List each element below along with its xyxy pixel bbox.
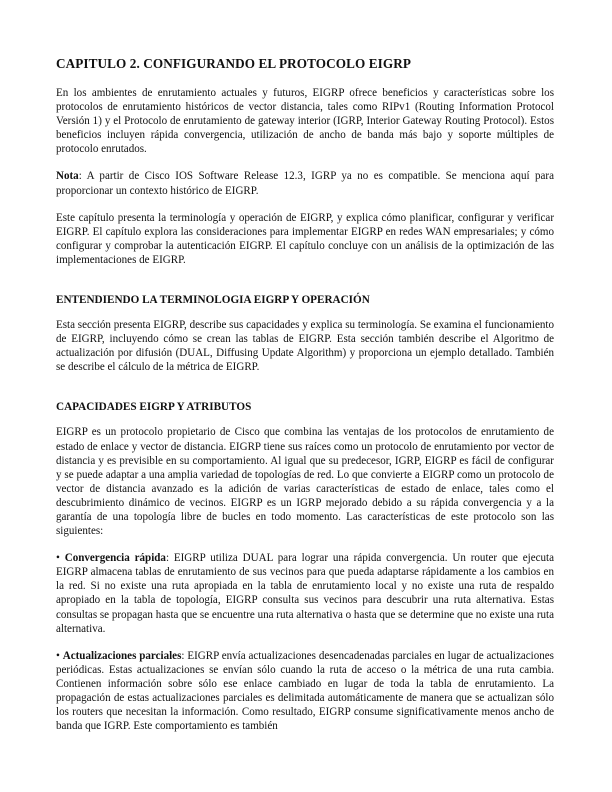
note-paragraph: [56, 169, 554, 197]
bullet-text: : EIGRP envía actualizaciones desencadenadas parciales en lugar de actualizaciones periódicas. Estas actualizaciones se envían sólo cuando la ruta de acceso o la métrica de una ruta cambia. Contienen información sobre sólo ese enlace cambiado en lugar de toda la tabla de enrutamiento. La propagación de estas actualizaciones parciales es delimitada automáticamente de manera que se actualizan sólo los routers que necesitan la información. Como resultado, EIGRP consume significativamente menos ancho de banda que IGRP. Este comportamiento es también: [56, 649, 554, 733]
capabilities-paragraph: EIGRP es un protocolo propietario de Cisco que combina las ventajas de los protocolos de enrutamiento de estado de enlace y vector de distancia. EIGRP tiene sus raíces como un protocolo de enrutamiento por vector de distancia y es previsible en su comportamiento. Al igual que su predecesor, IGRP, EIGRP es fácil de configurar y se puede adaptar a una amplia variedad de topologías de red. Lo que convierte a EIGRP como un protocolo de vector de distancia avanzado es la adición de varias características de estado de enlace, tales como el descubrimiento dinámico de vecinos. EIGRP es un IGRP mejorado debido a su rápida convergencia y a la garantía de una topología libre de bucles en todo momento. Las características de este protocolo son las siguientes:: [56, 426, 554, 538]
bullet-partial-updates: [56, 649, 554, 734]
bullet-text: : EIGRP utiliza DUAL para lograr una rápida convergencia. Un router que ejecuta EIGRP almacena tablas de enrutamiento de sus vecinos para que pueda adaptarse rápidamente a los cambios en la red. Si no existe una ruta apropiada en la tabla de enrutamiento local y no existe una ruta de respaldo apropiado en la tabla de topología, EIGRP consulta sus vecinos para descubrir una ruta alternativa. Estas consultas se propagan hasta que se encuentre una ruta alternativa o hasta que se determine que no existe una ruta alternativa.: [56, 552, 555, 635]
note-text: : A partir de Cisco IOS Software Release 12.3, IGRP ya no es compatible. Se menciona aquí para proporcionar un contexto histórico de EIGRP.: [56, 170, 554, 197]
bullet-label: Convergencia rápida: [64, 552, 166, 565]
bullet-marker: •: [56, 552, 60, 565]
chapter-overview-paragraph: Este capítulo presenta la terminología y operación de EIGRP, y explica cómo planificar, configurar y verificar EIGRP. El capítulo explora las consideraciones para implementar EIGRP en redes WAN empresariales; y cómo configurar y comprobar la autenticación EIGRP. El capítulo concluye con un análisis de la optimización de las implementaciones de EIGRP.: [56, 211, 554, 266]
note-label: Nota: [56, 170, 79, 183]
bullet-convergence: [56, 551, 554, 636]
intro-paragraph: En los ambientes de enrutamiento actuales y futuros, EIGRP ofrece beneficios y características sobre los protocolos de enrutamiento históricos de vector distancia, tales como RIPv1 (Routing Information Protocol Versión 1) y el Protocolo de enrutamiento de gateway interior (IGRP, Interior Gateway Routing Protocol). Estos beneficios incluyen rápida convergencia, utilización de ancho de banda más bajo y soporte múltiples de protocolo enrutados.: [56, 87, 554, 156]
page-content: [56, 56, 554, 733]
bullet-marker: •: [56, 649, 60, 662]
section-heading-terminology: ENTENDIENDO LA TERMINOLOGIA EIGRP Y OPERACIÓN: [56, 294, 370, 307]
bullet-label: Actualizaciones parciales: [62, 649, 182, 662]
terminology-paragraph: Esta sección presenta EIGRP, describe sus capacidades y explica su terminología. Se examina el funcionamiento de EIGRP, incluyendo cómo se crean las tablas de EIGRP. Esta sección también describe el Algoritmo de actualización por difusión (DUAL, Diffusing Update Algorithm) y proporciona un ejemplo detallado. También se describe el cálculo de la métrica de EIGRP.: [56, 319, 554, 374]
section-heading-capabilities: CAPACIDADES EIGRP Y ATRIBUTOS: [56, 401, 252, 414]
chapter-title: CAPITULO 2. CONFIGURANDO EL PROTOCOLO EIGRP: [56, 56, 412, 71]
